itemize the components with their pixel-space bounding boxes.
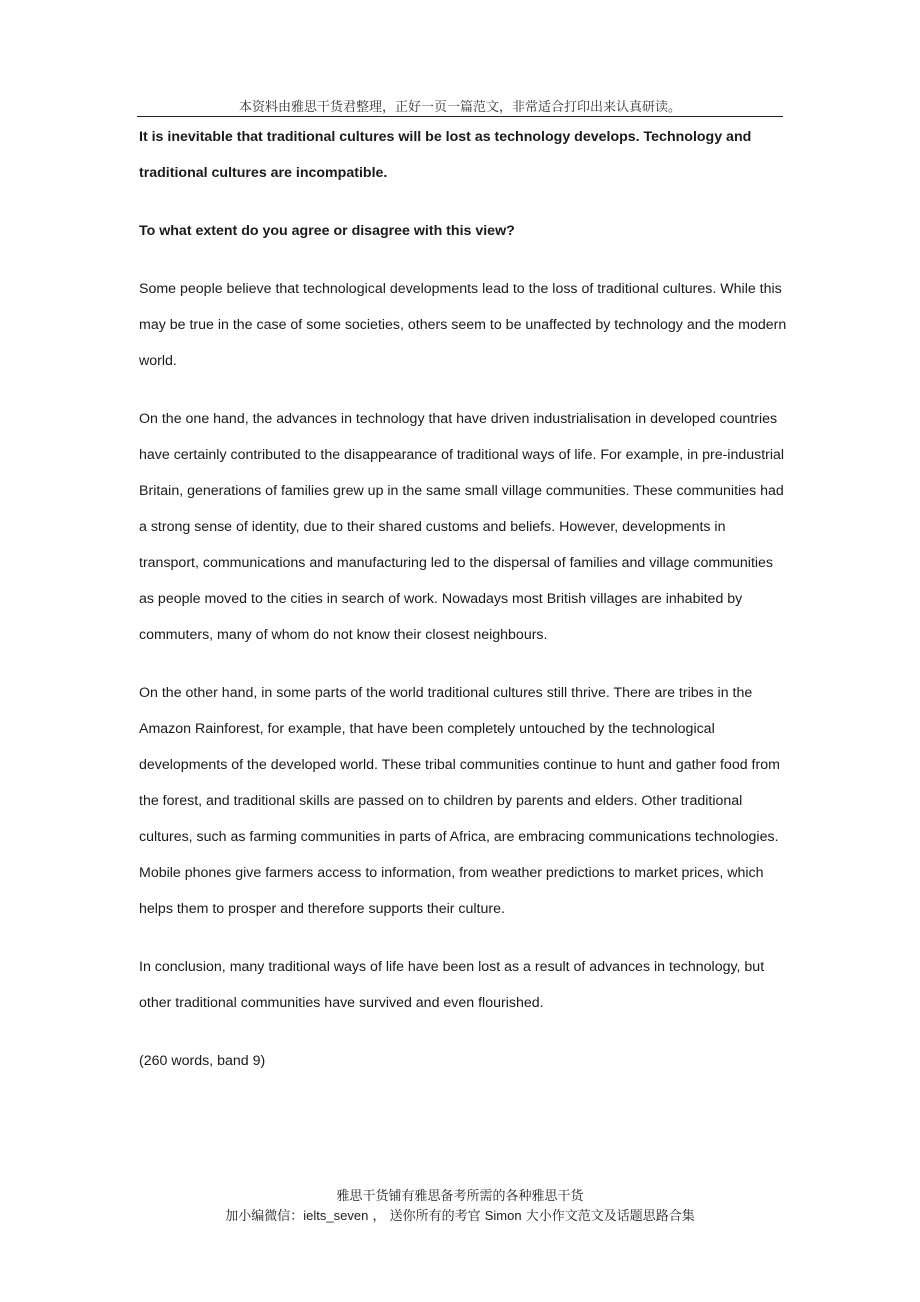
header-divider [137, 116, 783, 117]
essay-body [139, 119, 789, 1101]
essay-paragraph-conclusion: In conclusion, many traditional ways of life have been lost as a result of advances in technology, but other traditional communities have survived and even flourished. [139, 959, 765, 1011]
footer-separator: ， [368, 1209, 390, 1224]
footer-line-1: 雅思干货铺有雅思备考所需的各种雅思干货 [336, 1189, 584, 1204]
essay-question: To what extent do you agree or disagree with this view? [139, 223, 515, 239]
essay-paragraph-body-1: On the one hand, the advances in technology that have driven industrialisation in developed countries have certainly contributed to the disappearance of traditional ways of life. For example, in pre-industrial Britain, generations of families grew up in the same small village communities. These communities had a strong sense of identity, due to their shared customs and beliefs. However, developments in transport, communications and manufacturing led to the dispersal of families and village communities as people moved to the cities in search of work. Nowadays most British villages are inhabited by commuters, many of whom do not know their closest neighbours. [139, 411, 785, 643]
word-count: (260 words, band 9) [139, 1053, 266, 1069]
header-note: 本资料由雅思干货君整理，正好一页一篇范文，非常适合打印出来认真研读。 [238, 100, 681, 115]
footer-wechat-prefix: 加小编微信： [225, 1209, 304, 1224]
footer-line-2 [0, 1206, 920, 1226]
footer-simon: Simon [484, 1208, 522, 1223]
footer-offer-text: 送你所有的考官 [389, 1209, 485, 1224]
footer-offer-suffix: 大小作文范文及话题思路合集 [521, 1209, 695, 1224]
essay-paragraph-intro: Some people believe that technological developments lead to the loss of traditional cultures. While this may be true in the case of some societies, others seem to be unaffected by technology and the modern world. [139, 281, 787, 369]
page-footer [0, 1187, 920, 1226]
essay-prompt: It is inevitable that traditional cultures will be lost as technology develops. Technology and traditional cultures are incompatible. [139, 129, 752, 181]
footer-wechat-id: ielts_seven [303, 1208, 369, 1223]
essay-paragraph-body-2: On the other hand, in some parts of the world traditional cultures still thrive. There are tribes in the Amazon Rainforest, for example, that have been completely untouched by the technological developments of the developed world. These tribal communities continue to hunt and gather food from the forest, and traditional skills are passed on to children by parents and elders. Other traditional cultures, such as farming communities in parts of Africa, are embracing communications technologies. Mobile phones give farmers access to information, from weather predictions to market prices, which helps them to prosper and therefore supports their culture. [139, 685, 780, 917]
